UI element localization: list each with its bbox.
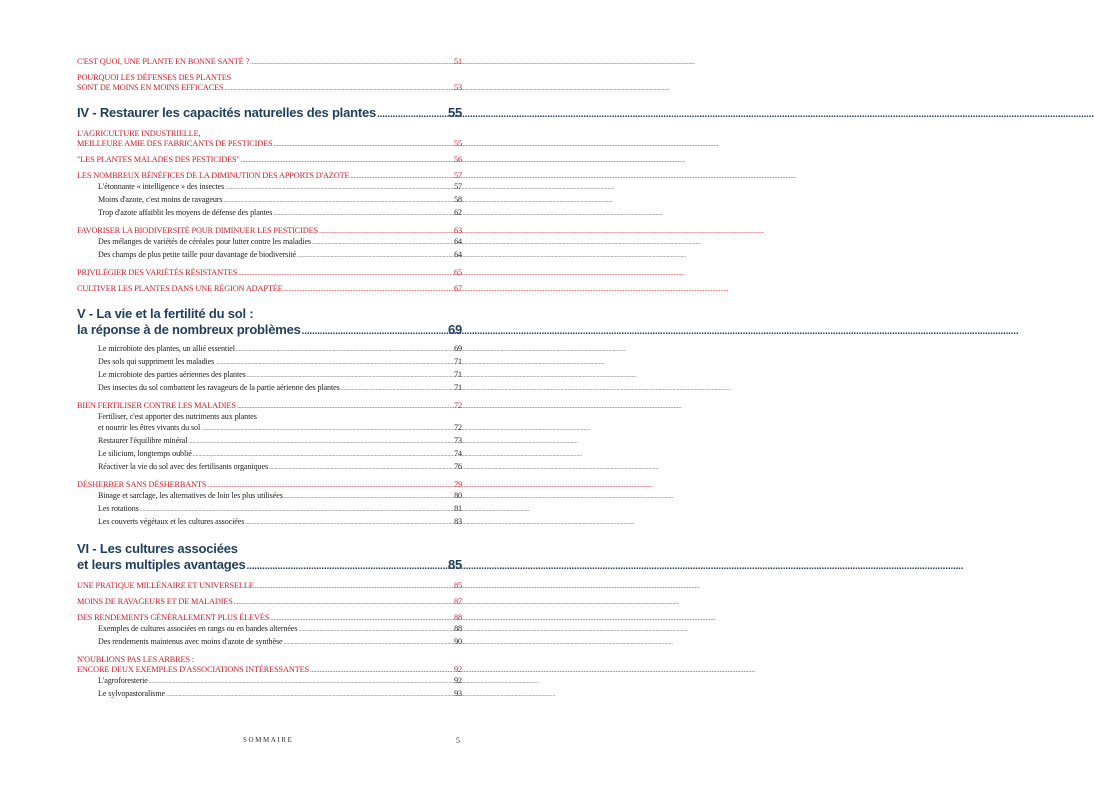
toc-entry-title: N'OUBLIONS PAS LES ARBRES :	[77, 655, 195, 664]
dot-leader	[341, 384, 453, 395]
toc-entry-section	[77, 129, 462, 149]
toc-entry-section	[77, 284, 462, 294]
toc-entry-page: 72	[454, 401, 462, 410]
toc-entry-title: VI - Les cultures associées	[77, 541, 238, 556]
toc-entry-sub	[77, 194, 462, 207]
toc-entry-title: Des rendements maintenus avec moins d'azote de synthèse	[98, 637, 283, 646]
toc-entry-page: 56	[454, 155, 462, 164]
toc-entry-page: 92	[454, 676, 462, 685]
toc-entry-page: 80	[454, 491, 462, 500]
toc-entry-title: Le sylvopastoralisme	[98, 689, 166, 698]
toc-entry-page: 53	[454, 83, 462, 92]
footer-title: SOMMAIRE	[243, 736, 294, 744]
footer-page-number: 5	[456, 736, 460, 745]
toc-entry-title: V - La vie et la fertilité du sol :	[77, 306, 254, 321]
toc-entry-title: L'étonnante « intelligence » des insectes	[98, 182, 225, 191]
toc-entry-section	[77, 581, 462, 591]
dot-leader	[236, 345, 453, 356]
toc-entry-title: Des sols qui suppriment les maladies	[98, 357, 215, 366]
toc-entry-sub	[77, 435, 462, 448]
dot-leader	[312, 238, 453, 249]
toc-entry-page: 88	[454, 624, 462, 633]
dot-leader	[241, 155, 453, 165]
dot-leader	[225, 183, 453, 194]
dot-leader	[188, 437, 453, 448]
dot-leader	[274, 139, 453, 149]
toc-entry-page: 79	[454, 480, 462, 489]
toc-entry-page: 67	[454, 284, 462, 293]
toc-entry-page: 62	[454, 208, 462, 217]
dot-leader	[255, 581, 453, 591]
toc-entry-sub	[77, 249, 462, 262]
dot-leader	[223, 196, 453, 207]
dot-leader	[250, 57, 453, 67]
dot-leader	[201, 424, 453, 435]
dot-leader	[149, 677, 453, 688]
dot-leader	[302, 324, 447, 340]
toc-entry-page: 85	[447, 557, 462, 572]
toc-entry-page: 85	[454, 581, 462, 590]
toc-entry-page: 92	[454, 665, 462, 674]
toc-entry-page: 93	[454, 689, 462, 698]
toc-entry-title: UNE PRATIQUE MILLÉNAIRE ET UNIVERSELLE	[77, 581, 254, 590]
toc-entry-page: 88	[454, 613, 462, 622]
toc-entry-title: IV - Restaurer les capacités naturelles des plantes	[77, 105, 377, 120]
toc-entry-title: FAVORISER LA BIODIVERSITÉ POUR DIMINUER LES PESTICIDES	[77, 226, 318, 235]
toc-entry-sub	[77, 461, 462, 474]
toc-entry-title: L'agroforesterie	[98, 676, 148, 685]
toc-entry-page: 81	[454, 504, 462, 513]
toc-entry-title: Les rotations	[98, 504, 139, 513]
toc-entry-sub	[77, 343, 462, 356]
toc-entry-part	[77, 105, 462, 123]
table-of-contents	[77, 57, 462, 701]
dot-leader	[237, 401, 453, 411]
toc-entry-sub	[77, 636, 462, 649]
toc-entry-title: Des insectes du sol combattent les ravageurs de la partie aérienne des plantes	[98, 383, 340, 392]
dot-leader	[225, 83, 454, 93]
toc-entry-title: ENCORE DEUX EXEMPLES D'ASSOCIATIONS INTÉRESSANTES	[77, 665, 309, 674]
toc-entry-page: 74	[454, 449, 462, 458]
dot-leader	[270, 613, 453, 623]
toc-entry-title: Trop d'azote affaiblit les moyens de défense des plantes	[98, 208, 273, 217]
toc-entry-title: et leurs multiples avantages	[77, 557, 246, 572]
toc-entry-sub	[77, 207, 462, 220]
toc-entry-page: 71	[454, 383, 462, 392]
toc-entry-sub	[77, 411, 462, 435]
toc-entry-sub	[77, 356, 462, 369]
toc-entry-part	[77, 306, 462, 340]
toc-entry-title: DÉSHERBER SANS DÉSHERBANTS	[77, 480, 207, 489]
toc-entry-section	[77, 73, 462, 93]
toc-entry-title: Le microbiote des plantes, un allié essentiel	[98, 344, 235, 353]
toc-entry-section	[77, 401, 462, 411]
dot-leader	[247, 371, 453, 382]
dot-leader	[350, 171, 453, 181]
dot-leader	[166, 690, 453, 701]
toc-entry-section	[77, 57, 462, 67]
dot-leader	[377, 107, 447, 123]
toc-entry-page: 87	[454, 597, 462, 606]
toc-entry-title: Le microbiote des parties aériennes des plantes	[98, 370, 246, 379]
toc-entry-section	[77, 480, 462, 490]
toc-entry-page: 69	[454, 344, 462, 353]
toc-entry-page: 71	[454, 357, 462, 366]
dot-leader	[238, 268, 453, 278]
toc-entry-page: 58	[454, 195, 462, 204]
toc-entry-title: MOINS DE RAVAGEURS ET DE MALADIES	[77, 597, 233, 606]
toc-entry-page: 64	[454, 250, 462, 259]
dot-leader	[284, 492, 453, 503]
toc-entry-title: Binage et sarclage, les alternatives de loin les plus utilisées	[98, 491, 283, 500]
toc-entry-sub	[77, 236, 462, 249]
toc-entry-title: Exemples de cultures associées en rangs ou en bandes alternées	[98, 624, 298, 633]
toc-entry-page: 72	[454, 423, 462, 432]
toc-entry-title: SONT DE MOINS EN MOINS EFFICACES	[77, 83, 224, 92]
toc-entry-page: 63	[454, 226, 462, 235]
toc-entry-sub	[77, 369, 462, 382]
toc-entry-title: "LES PLANTES MALADES DES PESTICIDES"	[77, 155, 240, 164]
toc-entry-part	[77, 541, 462, 575]
toc-entry-sub	[77, 503, 462, 516]
toc-entry-page: 57	[454, 171, 462, 180]
toc-entry-page: 57	[454, 182, 462, 191]
toc-entry-title: Restaurer l'équilibre minéral	[98, 436, 188, 445]
toc-entry-section	[77, 155, 462, 165]
toc-entry-page: 64	[454, 237, 462, 246]
toc-entry-title: C'EST QUOI, UNE PLANTE EN BONNE SANTÉ ?	[77, 57, 250, 66]
dot-leader	[215, 358, 453, 369]
toc-entry-section	[77, 268, 462, 278]
toc-entry-page: 71	[454, 370, 462, 379]
dot-leader	[207, 480, 453, 490]
toc-entry-sub	[77, 623, 462, 636]
dot-leader	[319, 226, 453, 236]
toc-entry-title: Le silicium, longtemps oublié	[98, 449, 192, 458]
dot-leader	[269, 463, 453, 474]
toc-entry-sub	[77, 688, 462, 701]
dot-leader	[284, 284, 453, 294]
dot-leader	[140, 505, 453, 516]
toc-entry-section	[77, 655, 462, 675]
toc-entry-title: PRIVILÉGIER DES VARIÉTÉS RÉSISTANTES	[77, 268, 238, 277]
toc-entry-sub	[77, 490, 462, 503]
toc-entry-page: 65	[454, 268, 462, 277]
dot-leader	[193, 450, 453, 461]
toc-entry-title: Réactiver la vie du sol avec des fertilisants organiques	[98, 462, 269, 471]
toc-entry-title: Les couverts végétaux et les cultures associées	[98, 517, 245, 526]
toc-entry-section	[77, 171, 462, 181]
toc-entry-title: Des mélanges de variétés de céréales pour lutter contre les maladies	[98, 237, 311, 246]
toc-entry-page: 55	[454, 139, 462, 148]
toc-entry-page: 76	[454, 462, 462, 471]
toc-entry-sub	[77, 181, 462, 194]
dot-leader	[273, 209, 453, 220]
toc-entry-page: 90	[454, 637, 462, 646]
dot-leader	[310, 665, 453, 675]
toc-entry-title: L'AGRICULTURE INDUSTRIELLE,	[77, 129, 201, 138]
dot-leader	[284, 638, 454, 649]
toc-entry-page: 83	[454, 517, 462, 526]
toc-entry-title: BIEN FERTILISER CONTRE LES MALADIES	[77, 401, 236, 410]
toc-entry-title: la réponse à de nombreux problèmes	[77, 322, 301, 337]
toc-entry-page: 73	[454, 436, 462, 445]
dot-leader	[245, 518, 453, 529]
toc-entry-title: Des champs de plus petite taille pour davantage de biodiversité	[98, 250, 297, 259]
toc-entry-page: 51	[454, 57, 462, 66]
toc-entry-sub	[77, 675, 462, 688]
toc-entry-sub	[77, 516, 462, 529]
dot-leader	[297, 251, 453, 262]
toc-entry-title: LES NOMBREUX BÉNÉFICES DE LA DIMINUTION DES APPORTS D'AZOTE	[77, 171, 350, 180]
page-footer	[0, 736, 567, 748]
toc-entry-title: POURQUOI LES DÉFENSES DES PLANTES	[77, 73, 232, 82]
toc-entry-title: Fertiliser, c'est apporter des nutriments aux plantes	[98, 412, 257, 421]
dot-leader	[298, 625, 453, 636]
toc-entry-title: et nourrir les êtres vivants du sol	[98, 423, 201, 432]
toc-entry-title: Moins d'azote, c'est moins de ravageurs	[98, 195, 223, 204]
toc-entry-title: MEILLEURE AMIE DES FABRICANTS DE PESTICIDES	[77, 139, 273, 148]
toc-entry-section	[77, 226, 462, 236]
dot-leader	[247, 559, 447, 575]
toc-entry-page: 55	[447, 105, 462, 120]
toc-entry-page: 69	[447, 322, 462, 337]
toc-entry-sub	[77, 448, 462, 461]
toc-entry-title: DES RENDEMENTS GÉNÉRALEMENT PLUS ÉLEVÉS	[77, 613, 270, 622]
toc-entry-section	[77, 597, 462, 607]
toc-entry-sub	[77, 382, 462, 395]
toc-entry-title: CULTIVER LES PLANTES DANS UNE RÉGION ADAPTÉE	[77, 284, 283, 293]
toc-entry-section	[77, 613, 462, 623]
dot-leader	[234, 597, 453, 607]
